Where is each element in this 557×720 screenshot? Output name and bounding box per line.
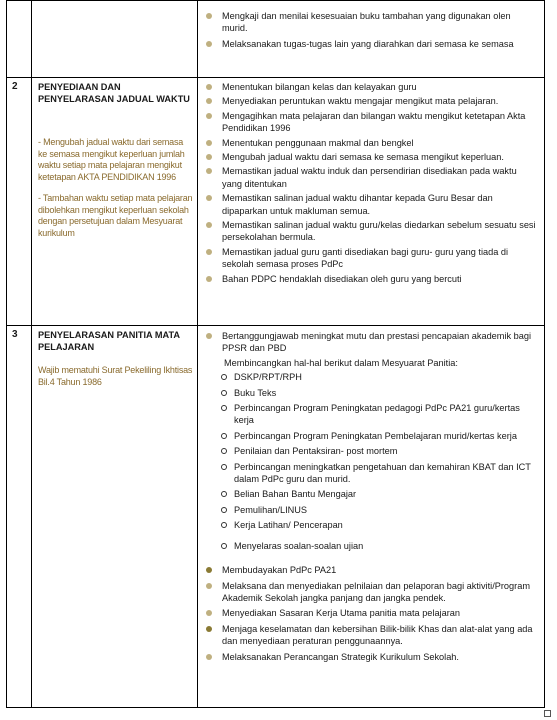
list-item: Melaksana dan menyediakan pelnilaian dan pelaporan bagi aktiviti/Program Akademik Sekolah jangka panjang dan jangka pendek. (198, 580, 544, 605)
bullet-icon (206, 333, 212, 339)
bullet-icon (206, 98, 212, 104)
list-item: Menyediakan Sasaran Kerja Utama panitia mata pelajaran (198, 607, 544, 619)
bullet-icon (206, 140, 212, 146)
circle-bullet-icon (221, 464, 227, 470)
list-item: Memastikan salinan jadual waktu guru/kelas diedarkan sebelum sesuatu sesi persekolahan bermula. (198, 219, 544, 244)
row-title-cell (32, 78, 198, 326)
circle-bullet-icon (221, 374, 227, 380)
table-resize-handle[interactable] (544, 710, 551, 717)
bullet-icon (206, 154, 212, 160)
bullet-icon (206, 654, 212, 660)
sub-list-item: Perbincangan Program Peningkatan pedagogi PdPc PA21 guru/kertas kerja (198, 402, 544, 427)
bullet-icon (206, 583, 212, 589)
circle-bullet-icon (221, 543, 227, 549)
section-note: Wajib mematuhi Surat Pekeliling Ikhtisas Bil.4 Tahun 1986 (38, 365, 193, 387)
table-row (7, 326, 545, 708)
circle-bullet-icon (221, 507, 227, 513)
list-item: Menentukan bilangan kelas dan kelayakan guru (198, 81, 544, 93)
bullet-icon (206, 276, 212, 282)
list-item: Menentukan penggunaan makmal dan bengkel (198, 137, 544, 149)
circle-bullet-icon (221, 390, 227, 396)
list-item: Memastikan salinan jadual waktu dihantar kepada Guru Besar dan dipaparkan untuk makluman semua. (198, 192, 544, 217)
list-item: Menyediakan peruntukan waktu mengajar mengikut mata pelajaran. (198, 95, 544, 107)
list-item: Bahan PDPC hendaklah disediakan oleh guru yang bercuti (198, 273, 544, 285)
list-item: Melaksanakan Perancangan Strategik Kurikulum Sekolah. (198, 651, 544, 663)
row-title-cell (32, 1, 198, 78)
list-item: Bertanggungjawab meningkat mutu dan prestasi pencapaian akademik bagi PPSR dan PBD (198, 330, 544, 355)
list-item: Memastikan jadual waktu induk dan persendirian disediakan pada waktu yang ditentukan (198, 165, 544, 190)
section-note: - Tambahan waktu setiap mata pelajaran dibolehkan mengikut keperluan sekolah dengan persetujuan dalam Mesyuarat kurikulum (38, 193, 193, 238)
bullet-icon (206, 610, 212, 616)
circle-bullet-icon (221, 448, 227, 454)
row-number: 3 (12, 329, 18, 340)
sub-list-item: DSKP/RPT/RPH (198, 371, 544, 383)
section-title: PENYELARASAN PANITIA MATA PELAJARAN (38, 330, 180, 352)
row-number-cell (7, 78, 32, 326)
row-number: 2 (12, 81, 18, 92)
sub-list-item: Penilaian dan Pentaksiran- post mortem (198, 445, 544, 457)
bullet-icon (206, 84, 212, 90)
subsection-intro: Membincangkan hal-hal berikut dalam Mesyuarat Panitia: (224, 357, 458, 368)
circle-bullet-icon (221, 522, 227, 528)
sub-list-item: Belian Bahan Bantu Mengajar (198, 488, 544, 500)
bullet-icon (206, 567, 212, 573)
table-row (7, 1, 545, 78)
row-number-cell (7, 1, 32, 78)
bullet-icon (206, 13, 212, 19)
bullet-icon (206, 113, 212, 119)
list-item: Mengubah jadual waktu dari semasa ke semasa mengikut keperluan. (198, 151, 544, 163)
circle-bullet-icon (221, 491, 227, 497)
circle-bullet-icon (221, 405, 227, 411)
sub-list-item: Perbincangan Program Peningkatan Pembelajaran murid/kertas kerja (198, 430, 544, 442)
list-item: Membudayakan PdPc PA21 (198, 564, 544, 576)
list-item: Melaksanakan tugas-tugas lain yang diarahkan dari semasa ke semasa (198, 38, 544, 50)
list-item: Menjaga keselamatan dan kebersihan Bilik-bilik Khas dan alat-alat yang ada dan menyediaan peraturan penggunaannya. (198, 623, 544, 648)
circle-bullet-icon (221, 433, 227, 439)
list-item: Mengagihkan mata pelajaran dan bilangan waktu mengikut ketetapan Akta Pendidikan 1996 (198, 110, 544, 135)
list-item: Memastikan jadual guru ganti disediakan bagi guru- guru yang tiada di sekolah semasa proses PdPc (198, 246, 544, 271)
bullet-icon (206, 41, 212, 47)
bullet-icon (206, 195, 212, 201)
row-tasks-cell (198, 1, 545, 78)
bullet-icon (206, 168, 212, 174)
sub-list-item: Pemulihan/LINUS (198, 504, 544, 516)
section-note: - Mengubah jadual waktu dari semasa ke semasa mengikut keperluan jumlah waktu setiap mata pelajaran mengikut ketetapan AKTA PENDIDIKAN 1996 (38, 137, 185, 182)
sub-list-item: Menyelaras soalan-soalan ujian (198, 540, 544, 552)
row-number-cell (7, 326, 32, 708)
bullet-icon (206, 222, 212, 228)
bullet-icon (206, 249, 212, 255)
row-tasks-cell (198, 78, 545, 326)
table-row (7, 78, 545, 326)
sub-list-item: Buku Teks (198, 387, 544, 399)
list-item: Mengkaji dan menilai kesesuaian buku tambahan yang digunakan olen murid. (198, 10, 544, 35)
duty-table (6, 0, 545, 708)
sub-list-item: Perbincangan meningkatkan pengetahuan dan kemahiran KBAT dan ICT dalam PdPc guru dan murid. (198, 461, 544, 486)
row-tasks-cell (198, 326, 545, 708)
section-title: PENYEDIAAN DAN PENYELARASAN JADUAL WAKTU (38, 82, 190, 104)
row-title-cell (32, 326, 198, 708)
bullet-icon (206, 626, 212, 632)
sub-list-item: Kerja Latihan/ Pencerapan (198, 519, 544, 531)
